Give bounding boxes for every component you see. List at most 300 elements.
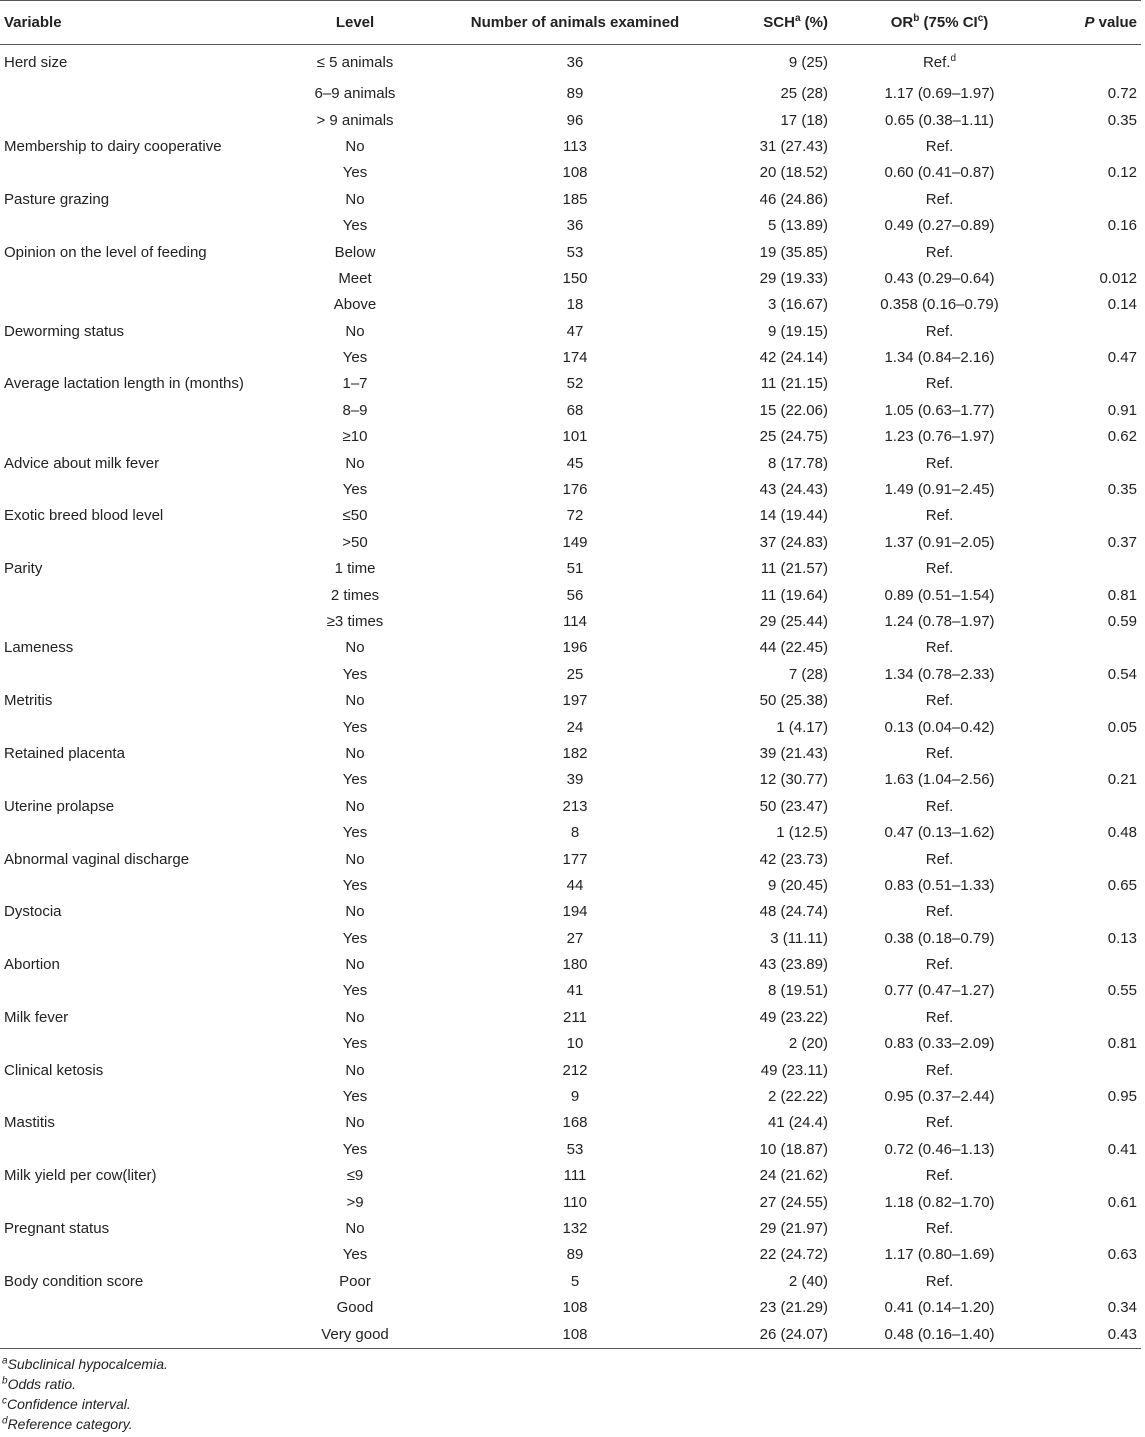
cell-animals xyxy=(427,397,723,423)
cell-animals xyxy=(427,608,723,634)
cell-level xyxy=(283,1242,427,1268)
cell-sch-text: 49 (23.22) xyxy=(759,1008,828,1026)
cell-animals xyxy=(427,81,723,107)
cell-p-value xyxy=(1021,582,1141,608)
table-row xyxy=(0,951,1141,977)
cell-or-text: Ref. xyxy=(925,243,954,261)
cell-animals-text: 177 xyxy=(562,850,588,868)
cell-animals-text: 25 xyxy=(566,665,584,683)
cell-level xyxy=(283,318,427,344)
table-row xyxy=(0,1110,1141,1136)
cell-or xyxy=(858,978,1021,1004)
cell-sch-text: 8 (17.78) xyxy=(767,454,828,472)
cell-sch xyxy=(723,1321,858,1349)
cell-sch-text: 3 (16.67) xyxy=(767,296,828,314)
cell-sch-text: 2 (22.22) xyxy=(767,1088,828,1106)
cell-variable-text: Lameness xyxy=(4,639,74,657)
cell-sch-text: 31 (27.43) xyxy=(759,137,828,155)
cell-sch xyxy=(723,1242,858,1268)
cell-or xyxy=(858,107,1021,133)
cell-animals-text: 213 xyxy=(562,797,588,815)
cell-p-value xyxy=(1021,1083,1141,1109)
table-row xyxy=(0,107,1141,133)
cell-or-text: 0.13 (0.04–0.42) xyxy=(884,718,995,736)
cell-sch-text: 8 (19.51) xyxy=(767,982,828,1000)
header-sch-unit: (%) xyxy=(800,14,828,31)
cell-p-value-text: 0.54 xyxy=(1107,665,1137,683)
header-sch xyxy=(723,1,858,45)
cell-p-value xyxy=(1021,318,1141,344)
cell-variable xyxy=(0,186,283,212)
table-row xyxy=(0,450,1141,476)
cell-p-value-text: 0.65 xyxy=(1107,876,1137,894)
table-row xyxy=(0,292,1141,318)
cell-sch xyxy=(723,160,858,186)
cell-p-value xyxy=(1021,714,1141,740)
cell-level xyxy=(283,1163,427,1189)
cell-variable xyxy=(0,1163,283,1189)
table-row xyxy=(0,740,1141,766)
cell-sch xyxy=(723,793,858,819)
cell-level xyxy=(283,397,427,423)
table-row xyxy=(0,872,1141,898)
cell-level-text: > 9 animals xyxy=(316,111,394,129)
cell-sch-text: 29 (21.97) xyxy=(759,1219,828,1237)
cell-or xyxy=(858,767,1021,793)
cell-or-text: Ref. xyxy=(925,322,954,340)
cell-variable-text: Retained placenta xyxy=(4,744,125,762)
cell-animals xyxy=(427,951,723,977)
cell-level-text: No xyxy=(345,903,365,921)
cell-or-text: Ref. xyxy=(925,1061,954,1079)
cell-or xyxy=(858,635,1021,661)
cell-or xyxy=(858,951,1021,977)
cell-p-value xyxy=(1021,1242,1141,1268)
cell-p-value xyxy=(1021,1215,1141,1241)
cell-level xyxy=(283,872,427,898)
cell-sch xyxy=(723,397,858,423)
cell-variable xyxy=(0,476,283,502)
cell-or-text: 0.60 (0.41–0.87) xyxy=(884,164,995,182)
cell-sch-text: 17 (18) xyxy=(780,111,828,129)
cell-level-text: No xyxy=(345,1219,365,1237)
cell-or xyxy=(858,1004,1021,1030)
cell-variable xyxy=(0,1136,283,1162)
cell-p-value-text: 0.48 xyxy=(1107,824,1137,842)
cell-or-text: 0.38 (0.18–0.79) xyxy=(884,929,995,947)
cell-animals-text: 36 xyxy=(566,54,584,72)
cell-or-text: 1.24 (0.78–1.97) xyxy=(884,613,995,630)
cell-variable xyxy=(0,1004,283,1030)
table-row xyxy=(0,81,1141,107)
cell-sch-text: 44 (22.45) xyxy=(759,639,828,657)
cell-level-text: No xyxy=(345,797,365,815)
cell-animals-text: 89 xyxy=(566,85,584,103)
header-or xyxy=(858,1,1021,45)
cell-or xyxy=(858,582,1021,608)
cell-animals-text: 45 xyxy=(566,454,584,472)
cell-p-value-text: 0.34 xyxy=(1107,1299,1137,1317)
cell-sch-text: 42 (24.14) xyxy=(759,349,828,367)
cell-or xyxy=(858,846,1021,872)
cell-animals-text: 96 xyxy=(566,111,584,129)
cell-level-text: ≤50 xyxy=(342,507,368,525)
cell-variable xyxy=(0,344,283,370)
cell-level xyxy=(283,714,427,740)
header-or-close: ) xyxy=(983,14,989,31)
table-row xyxy=(0,476,1141,502)
table-row xyxy=(0,318,1141,344)
cell-sch-text: 42 (23.73) xyxy=(759,850,828,868)
cell-or xyxy=(858,556,1021,582)
cell-animals xyxy=(427,635,723,661)
cell-animals-text: 47 xyxy=(566,322,584,340)
cell-variable xyxy=(0,635,283,661)
cell-animals-text: 113 xyxy=(563,137,587,155)
cell-level-text: Yes xyxy=(342,982,368,1000)
footnote-mark: d xyxy=(2,1415,8,1427)
cell-sch-text: 29 (25.44) xyxy=(759,613,828,630)
table-row xyxy=(0,582,1141,608)
cell-level-text: Poor xyxy=(339,1272,371,1290)
cell-level-text: ≥3 times xyxy=(326,613,384,630)
cell-or xyxy=(858,1215,1021,1241)
cell-animals-text: 182 xyxy=(562,744,588,762)
cell-p-value-text: 0.16 xyxy=(1107,217,1137,235)
cell-animals xyxy=(427,160,723,186)
cell-or xyxy=(858,925,1021,951)
cell-or-text: Ref. xyxy=(925,1272,954,1290)
cell-or-text: 0.48 (0.16–1.40) xyxy=(884,1326,995,1344)
cell-animals-text: 52 xyxy=(566,375,584,393)
cell-variable xyxy=(0,1083,283,1109)
cell-sch-text: 9 (20.45) xyxy=(767,876,828,894)
cell-animals-text: 150 xyxy=(562,269,588,287)
cell-or-text: 1.05 (0.63–1.77) xyxy=(884,401,995,419)
cell-sch-text: 1 (4.17) xyxy=(776,718,828,736)
footnote xyxy=(2,1374,168,1394)
cell-animals-text: 176 xyxy=(562,481,588,499)
cell-animals xyxy=(427,767,723,793)
cell-or-text: Ref. xyxy=(925,137,954,155)
cell-level-text: No xyxy=(345,956,365,974)
table-row xyxy=(0,344,1141,370)
cell-sch-text: 20 (18.52) xyxy=(759,164,828,182)
cell-level-text: No xyxy=(345,1114,365,1132)
cell-level-text: Yes xyxy=(342,349,368,367)
cell-or-text: 0.83 (0.51–1.33) xyxy=(884,876,995,894)
cell-or-text: 1.37 (0.91–2.05) xyxy=(884,533,995,551)
header-p-rest: value xyxy=(1094,14,1137,31)
cell-or-text: 1.17 (0.80–1.69) xyxy=(884,1246,995,1264)
cell-sch-text: 26 (24.07) xyxy=(759,1326,828,1344)
footnote-text: Odds ratio. xyxy=(7,1376,77,1392)
cell-level-text: Yes xyxy=(342,1035,368,1053)
cell-sch xyxy=(723,1057,858,1083)
cell-variable xyxy=(0,687,283,713)
cell-variable xyxy=(0,556,283,582)
cell-or xyxy=(858,529,1021,555)
cell-sch xyxy=(723,556,858,582)
cell-level xyxy=(283,344,427,370)
cell-or xyxy=(858,160,1021,186)
cell-p-value xyxy=(1021,239,1141,265)
cell-sch xyxy=(723,1031,858,1057)
cell-sch xyxy=(723,81,858,107)
cell-animals xyxy=(427,265,723,291)
cell-level-text: Yes xyxy=(342,718,368,736)
cell-sch-text: 37 (24.83) xyxy=(759,533,828,551)
table-row xyxy=(0,687,1141,713)
cell-animals-text: 180 xyxy=(562,956,588,974)
table-row xyxy=(0,1004,1141,1030)
cell-or-text: 1.34 (0.78–2.33) xyxy=(884,665,995,683)
cell-level xyxy=(283,1136,427,1162)
cell-animals-text: 168 xyxy=(562,1114,588,1132)
table-row xyxy=(0,1215,1141,1241)
cell-p-value xyxy=(1021,687,1141,713)
cell-level xyxy=(283,661,427,687)
cell-p-value xyxy=(1021,1004,1141,1030)
cell-sch xyxy=(723,450,858,476)
table-row xyxy=(0,1242,1141,1268)
cell-sch xyxy=(723,872,858,898)
cell-or-text: 0.72 (0.46–1.13) xyxy=(884,1140,995,1158)
cell-or xyxy=(858,1031,1021,1057)
cell-animals-text: 9 xyxy=(570,1088,580,1106)
cell-or-text: 0.83 (0.33–2.09) xyxy=(884,1035,995,1053)
cell-p-value xyxy=(1021,899,1141,925)
cell-sch-text: 11 (21.15) xyxy=(760,375,828,393)
cell-sch-text: 50 (25.38) xyxy=(759,692,828,710)
cell-level-text: No xyxy=(345,1008,365,1026)
cell-level xyxy=(283,1268,427,1294)
cell-sch xyxy=(723,767,858,793)
cell-level xyxy=(283,1110,427,1136)
cell-variable-text: Pregnant status xyxy=(4,1219,110,1237)
footnote xyxy=(2,1354,168,1374)
cell-or-text: Ref. xyxy=(925,454,954,472)
cell-or xyxy=(858,186,1021,212)
cell-p-value xyxy=(1021,529,1141,555)
cell-animals-text: 174 xyxy=(562,349,588,367)
cell-or xyxy=(858,292,1021,318)
cell-variable xyxy=(0,925,283,951)
cell-p-value-text: 0.012 xyxy=(1099,269,1137,287)
cell-level xyxy=(283,424,427,450)
cell-p-value xyxy=(1021,45,1141,81)
cell-sch-text: 48 (24.74) xyxy=(759,903,828,921)
header-p-value xyxy=(1021,1,1141,45)
cell-sch xyxy=(723,846,858,872)
cell-animals xyxy=(427,714,723,740)
cell-variable-text: Deworming status xyxy=(4,322,125,340)
cell-sch xyxy=(723,925,858,951)
cell-p-value xyxy=(1021,292,1141,318)
cell-animals xyxy=(427,1294,723,1320)
cell-p-value xyxy=(1021,1110,1141,1136)
table-row xyxy=(0,1083,1141,1109)
cell-or xyxy=(858,714,1021,740)
cell-p-value xyxy=(1021,608,1141,634)
cell-animals-text: 194 xyxy=(562,903,588,921)
header-or-sup: b xyxy=(913,13,920,24)
cell-p-value-text: 0.47 xyxy=(1107,349,1137,367)
cell-level-text: Good xyxy=(336,1299,374,1317)
cell-variable-text: Exotic breed blood level xyxy=(4,507,164,525)
cell-animals xyxy=(427,740,723,766)
cell-variable xyxy=(0,608,283,634)
cell-variable xyxy=(0,582,283,608)
table-row xyxy=(0,1321,1141,1349)
cell-sch-text: 11 (21.57) xyxy=(760,560,828,578)
cell-sch-text: 27 (24.55) xyxy=(759,1193,828,1211)
cell-level-text: Yes xyxy=(342,217,368,235)
cell-level-text: Yes xyxy=(342,481,368,499)
cell-or xyxy=(858,1321,1021,1349)
cell-level-text: Yes xyxy=(342,1246,368,1264)
cell-p-value-text: 0.95 xyxy=(1107,1088,1137,1106)
cell-or-text: 1.63 (1.04–2.56) xyxy=(884,771,995,789)
cell-p-value xyxy=(1021,978,1141,1004)
cell-variable-text: Opinion on the level of feeding xyxy=(4,243,207,261)
cell-sch xyxy=(723,951,858,977)
cell-level xyxy=(283,899,427,925)
cell-animals-text: 53 xyxy=(566,243,584,261)
table-header-row xyxy=(0,1,1141,45)
cell-or-text: Ref. xyxy=(925,1219,954,1237)
cell-or-text: 0.89 (0.51–1.54) xyxy=(884,586,995,604)
table-row xyxy=(0,397,1141,423)
cell-or xyxy=(858,1083,1021,1109)
cell-animals xyxy=(427,925,723,951)
cell-level xyxy=(283,1215,427,1241)
cell-variable xyxy=(0,951,283,977)
cell-level xyxy=(283,608,427,634)
cell-variable xyxy=(0,1031,283,1057)
cell-animals xyxy=(427,45,723,81)
cell-level xyxy=(283,925,427,951)
header-level: Level xyxy=(283,1,427,45)
cell-sch xyxy=(723,819,858,845)
cell-variable xyxy=(0,978,283,1004)
cell-p-value xyxy=(1021,1268,1141,1294)
cell-level xyxy=(283,556,427,582)
header-p-italic: P xyxy=(1084,14,1095,31)
cell-level-text: Yes xyxy=(342,771,368,789)
cell-p-value xyxy=(1021,740,1141,766)
cell-p-value xyxy=(1021,635,1141,661)
header-or-label: OR xyxy=(890,14,914,31)
cell-level xyxy=(283,951,427,977)
cell-level xyxy=(283,740,427,766)
cell-level xyxy=(283,212,427,238)
cell-level xyxy=(283,371,427,397)
cell-p-value xyxy=(1021,1189,1141,1215)
cell-or xyxy=(858,687,1021,713)
cell-or xyxy=(858,1242,1021,1268)
header-animals: Number of animals examined xyxy=(427,1,723,45)
cell-or xyxy=(858,45,1021,81)
cell-sch-text: 2 (40) xyxy=(788,1272,828,1290)
cell-or-text: Ref. xyxy=(925,903,954,921)
cell-or-text: 0.43 (0.29–0.64) xyxy=(884,269,995,287)
cell-or xyxy=(858,397,1021,423)
cell-variable-text: Milk yield per cow(liter) xyxy=(4,1167,157,1185)
cell-or-text: 0.49 (0.27–0.89) xyxy=(884,217,995,235)
cell-or xyxy=(858,1294,1021,1320)
cell-level-text: No xyxy=(345,692,365,710)
cell-or xyxy=(858,344,1021,370)
cell-sch-text: 46 (24.86) xyxy=(759,190,828,208)
cell-level-text: >9 xyxy=(346,1193,364,1211)
cell-sch xyxy=(723,608,858,634)
cell-variable-text: Average lactation length in (months) xyxy=(4,375,244,393)
cell-or xyxy=(858,872,1021,898)
cell-animals-text: 108 xyxy=(562,1299,588,1317)
table-row xyxy=(0,661,1141,687)
cell-or-text: 1.49 (0.91–2.45) xyxy=(884,481,995,499)
cell-or-text: Ref. xyxy=(925,507,954,525)
cell-p-value xyxy=(1021,107,1141,133)
cell-or-text: Ref. xyxy=(925,1008,954,1026)
cell-level-text: Yes xyxy=(342,1140,368,1158)
cell-level xyxy=(283,107,427,133)
cell-sch xyxy=(723,661,858,687)
cell-variable-text: Herd size xyxy=(4,54,68,72)
cell-variable xyxy=(0,872,283,898)
cell-level xyxy=(283,476,427,502)
cell-sch xyxy=(723,1163,858,1189)
cell-sch xyxy=(723,133,858,159)
cell-animals xyxy=(427,292,723,318)
cell-p-value xyxy=(1021,1321,1141,1349)
cell-level-text: Yes xyxy=(342,164,368,182)
cell-variable xyxy=(0,45,283,81)
cell-p-value xyxy=(1021,476,1141,502)
cell-sch xyxy=(723,239,858,265)
cell-p-value xyxy=(1021,951,1141,977)
cell-variable xyxy=(0,740,283,766)
cell-variable xyxy=(0,503,283,529)
cell-p-value xyxy=(1021,424,1141,450)
cell-p-value xyxy=(1021,503,1141,529)
cell-p-value xyxy=(1021,1057,1141,1083)
cell-animals-text: 41 xyxy=(566,982,584,1000)
cell-sch xyxy=(723,476,858,502)
cell-p-value-text: 0.72 xyxy=(1107,85,1137,103)
table-row xyxy=(0,424,1141,450)
cell-or xyxy=(858,793,1021,819)
cell-level xyxy=(283,1321,427,1349)
cell-animals xyxy=(427,661,723,687)
cell-sch-text: 22 (24.72) xyxy=(759,1246,828,1264)
cell-level-text: ≤ 5 animals xyxy=(316,54,394,72)
cell-variable-text: Clinical ketosis xyxy=(4,1061,104,1079)
cell-animals-text: 197 xyxy=(562,692,588,710)
cell-animals xyxy=(427,371,723,397)
cell-level xyxy=(283,503,427,529)
table-row xyxy=(0,503,1141,529)
cell-sch-text: 12 (30.77) xyxy=(759,771,828,789)
footnote xyxy=(2,1414,168,1434)
cell-p-value xyxy=(1021,371,1141,397)
footnote-text: Reference category. xyxy=(7,1416,133,1432)
cell-animals xyxy=(427,503,723,529)
cell-variable xyxy=(0,133,283,159)
cell-or xyxy=(858,1110,1021,1136)
cell-variable-text: Mastitis xyxy=(4,1114,55,1132)
